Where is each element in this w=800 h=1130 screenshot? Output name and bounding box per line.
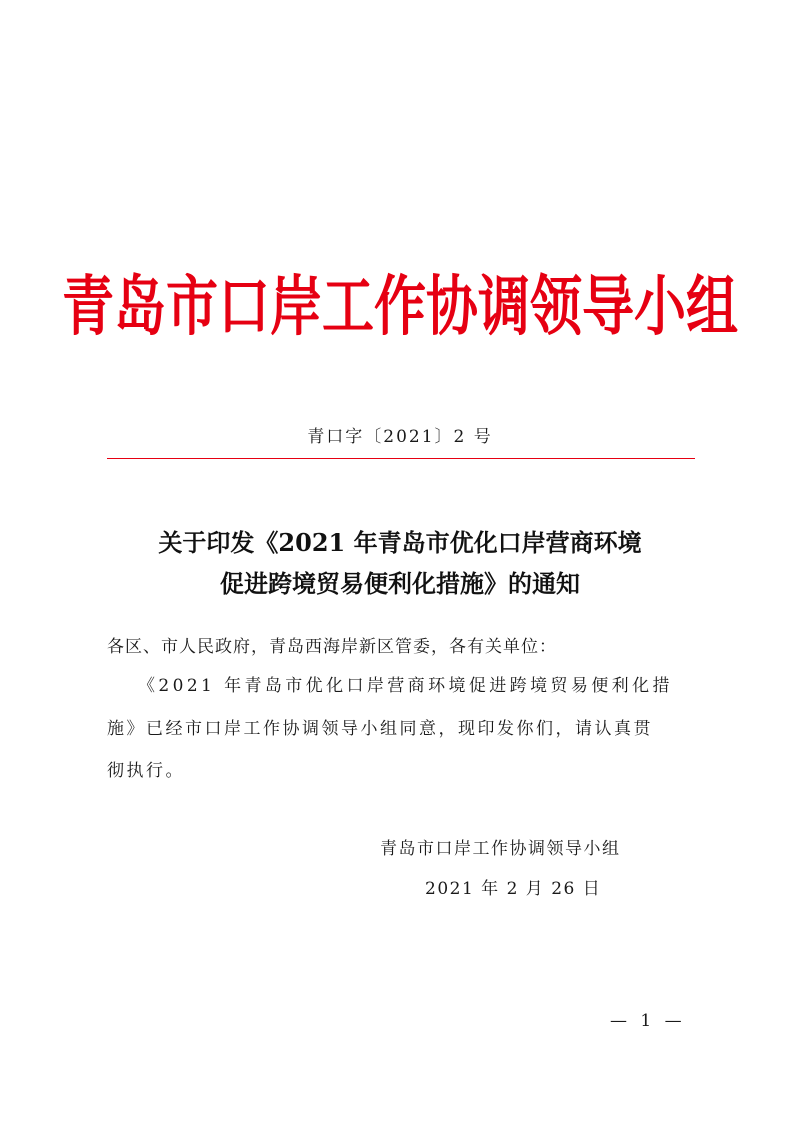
document-number: 青口字〔2021〕2 号 [307, 427, 493, 447]
document-title-line-1: 关于印发《2021 年青岛市优化口岸营商环境 [158, 528, 642, 557]
body-text-line-2: 施》已经市口岸工作协调领导小组同意，现印发你们，请认真贯 [107, 719, 653, 739]
issuing-authority-masthead: 青岛市口岸工作协调领导小组 [61, 269, 738, 345]
issue-date: 2021 年 2 月 26 日 [425, 879, 602, 899]
document-title-line-2: 促进跨境贸易便利化措施》的通知 [220, 569, 580, 598]
body-text-line-1: 《2021 年青岛市优化口岸营商环境促进跨境贸易便利化措 [138, 676, 673, 696]
red-divider-line [107, 458, 695, 459]
page-number: — 1 — [610, 1011, 686, 1031]
body-text-line-3: 彻执行。 [107, 761, 185, 781]
salutation: 各区、市人民政府，青岛西海岸新区管委，各有关单位： [107, 637, 557, 657]
signing-authority: 青岛市口岸工作协调领导小组 [380, 839, 621, 859]
